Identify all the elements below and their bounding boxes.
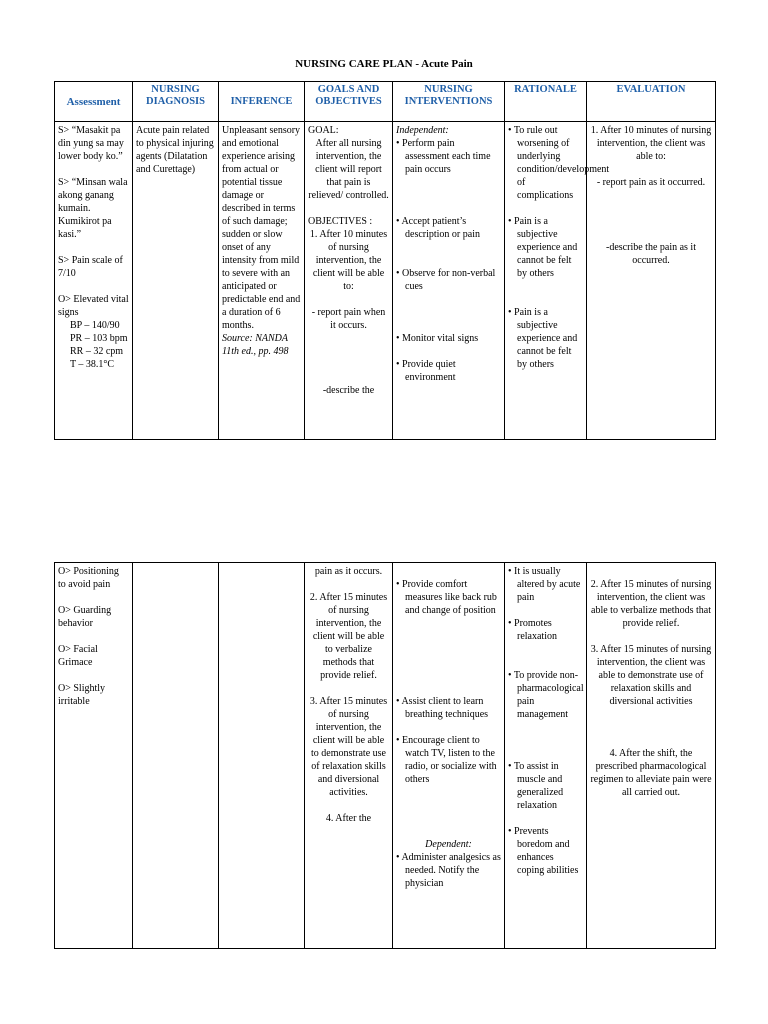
evaluation-cell [587, 563, 716, 949]
intervention-item: • Accept patient’s description or pain [396, 216, 480, 240]
table-row [55, 563, 716, 949]
objective-3: 3. After 15 minutes of nursing intervention, the client will be able to demonstrate use of relaxation skills and diversional activities. [309, 696, 388, 798]
assessment-line: O> Slightly irritable [58, 683, 106, 707]
evaluation-1b: -describe the pain as it occurred. [606, 242, 696, 266]
assessment-line: O> Positioning to avoid pain [58, 566, 119, 590]
evaluation-1a: - report pain as it occurred. [596, 177, 706, 188]
inference-text: Unpleasant sensory and emotional experience arising from actual or potential tissue damage or described in terms of such damage; sudden or slow onset of any intensity from mild to severe with an anticipated or predictable end and a duration of 6 months. [222, 125, 301, 331]
inference-source: Source: NANDA 11th ed., pp. 498 [222, 333, 289, 357]
rationale-item: • Pain is a subjective experience and cannot be felt by others [508, 216, 578, 279]
rationale-item: • To provide non-pharmacological pain management [508, 670, 584, 720]
objective-1: 1. After 10 minutes of nursing intervention, the client will be able to: [309, 229, 388, 292]
assessment-line: O> Guarding behavior [58, 605, 112, 629]
independent-label: Independent: [396, 125, 449, 136]
header-rationale: RATIONALE [505, 82, 587, 122]
interventions-cell [393, 563, 505, 949]
objective-4: 4. After the [325, 813, 372, 824]
inference-cell [219, 122, 305, 440]
intervention-item: • Administer analgesics as needed. Notify the physician [396, 852, 501, 889]
rationale-item: • Promotes relaxation [508, 618, 557, 642]
intervention-item: • Monitor vital signs [396, 333, 479, 344]
goals-cell [305, 563, 393, 949]
assessment-cell [55, 563, 133, 949]
goal-text: After all nursing intervention, the client will report that pain is relieved/ controlled. [308, 138, 389, 201]
objective-2: 2. After 15 minutes of nursing intervention, the client will be able to verbalize methods that provide relief. [309, 592, 388, 681]
rationale-cell [505, 563, 587, 949]
assessment-line: O> Facial Grimace [58, 644, 98, 668]
objectives-label: OBJECTIVES : [308, 216, 373, 227]
vital-rr: RR – 32 cpm [70, 346, 124, 357]
interventions-cell [393, 122, 505, 440]
dependent-label: Dependent: [425, 839, 472, 850]
intervention-item: • Provide comfort measures like back rub and change of position [396, 579, 497, 616]
objective-1b: -describe the [322, 385, 375, 396]
intervention-item: • Assist client to learn breathing techniques [396, 696, 489, 720]
rationale-item: • It is usually altered by acute pain [508, 566, 581, 603]
vital-temp: T – 38.1°C [70, 359, 115, 370]
evaluation-1: 1. After 10 minutes of nursing intervention, the client was able to: [590, 125, 712, 162]
inference-cell [219, 563, 305, 949]
intervention-item: • Provide quiet environment [396, 359, 456, 383]
rationale-item: • To assist in muscle and generalized relaxation [508, 761, 564, 811]
goal-label: GOAL: [308, 125, 339, 136]
intervention-item: • Encourage client to watch TV, listen to the radio, or socialize with others [396, 735, 497, 785]
assessment-line: S> “Masakit pa din yung sa may lower body ko.” [58, 125, 124, 162]
care-plan-table-page-2 [54, 562, 716, 949]
goals-cell [305, 122, 393, 440]
diagnosis-text: Acute pain related to physical injuring agents (Dilatation and Curettage) [136, 125, 214, 175]
assessment-line: S> “Minsan wala akong ganang kumain. Kumikirot pa kasi.” [58, 177, 128, 240]
objective-1a: - report pain when it occurs. [311, 307, 386, 331]
vital-pr: PR – 103 bpm [70, 333, 128, 344]
assessment-cell [55, 122, 133, 440]
evaluation-4: 4. After the shift, the prescribed pharmacological regimen to alleviate pain were all carried out. [590, 748, 712, 798]
rationale-item: • Prevents boredom and enhances coping abilities [508, 826, 579, 876]
rationale-item: • Pain is a subjective experience and cannot be felt by others [508, 307, 578, 370]
rationale-item: • To rule out worsening of underlying condition/development of complications [508, 125, 610, 201]
diagnosis-cell [133, 563, 219, 949]
evaluation-2: 2. After 15 minutes of nursing intervention, the client was able to verbalize methods that provide relief. [590, 579, 712, 629]
header-inference: INFERENCE [219, 82, 305, 122]
page-title: NURSING CARE PLAN - Acute Pain [295, 58, 473, 70]
goals-continued: pain as it occurs. [314, 566, 383, 577]
header-assessment: Assessment [55, 82, 133, 122]
header-interventions: NURSING INTERVENTIONS [393, 82, 505, 122]
assessment-line: S> Pain scale of 7/10 [58, 255, 123, 279]
evaluation-3: 3. After 15 minutes of nursing intervention, the client was able to demonstrate use of relaxation skills and diversional activities [590, 644, 712, 707]
care-plan-table-page-1 [54, 81, 716, 440]
diagnosis-cell [133, 122, 219, 440]
intervention-item: • Observe for non-verbal cues [396, 268, 496, 292]
table-row [55, 122, 716, 440]
vital-bp: BP – 140/90 [70, 320, 120, 331]
rationale-cell [505, 122, 610, 440]
header-goals: GOALS AND OBJECTIVES [305, 82, 393, 122]
assessment-line: O> Elevated vital signs [58, 294, 129, 318]
header-diagnosis: NURSING DIAGNOSIS [133, 82, 219, 122]
intervention-item: • Perform pain assessment each time pain occurs [396, 138, 491, 175]
header-evaluation: EVALUATION [587, 82, 716, 122]
header-row [55, 82, 716, 122]
